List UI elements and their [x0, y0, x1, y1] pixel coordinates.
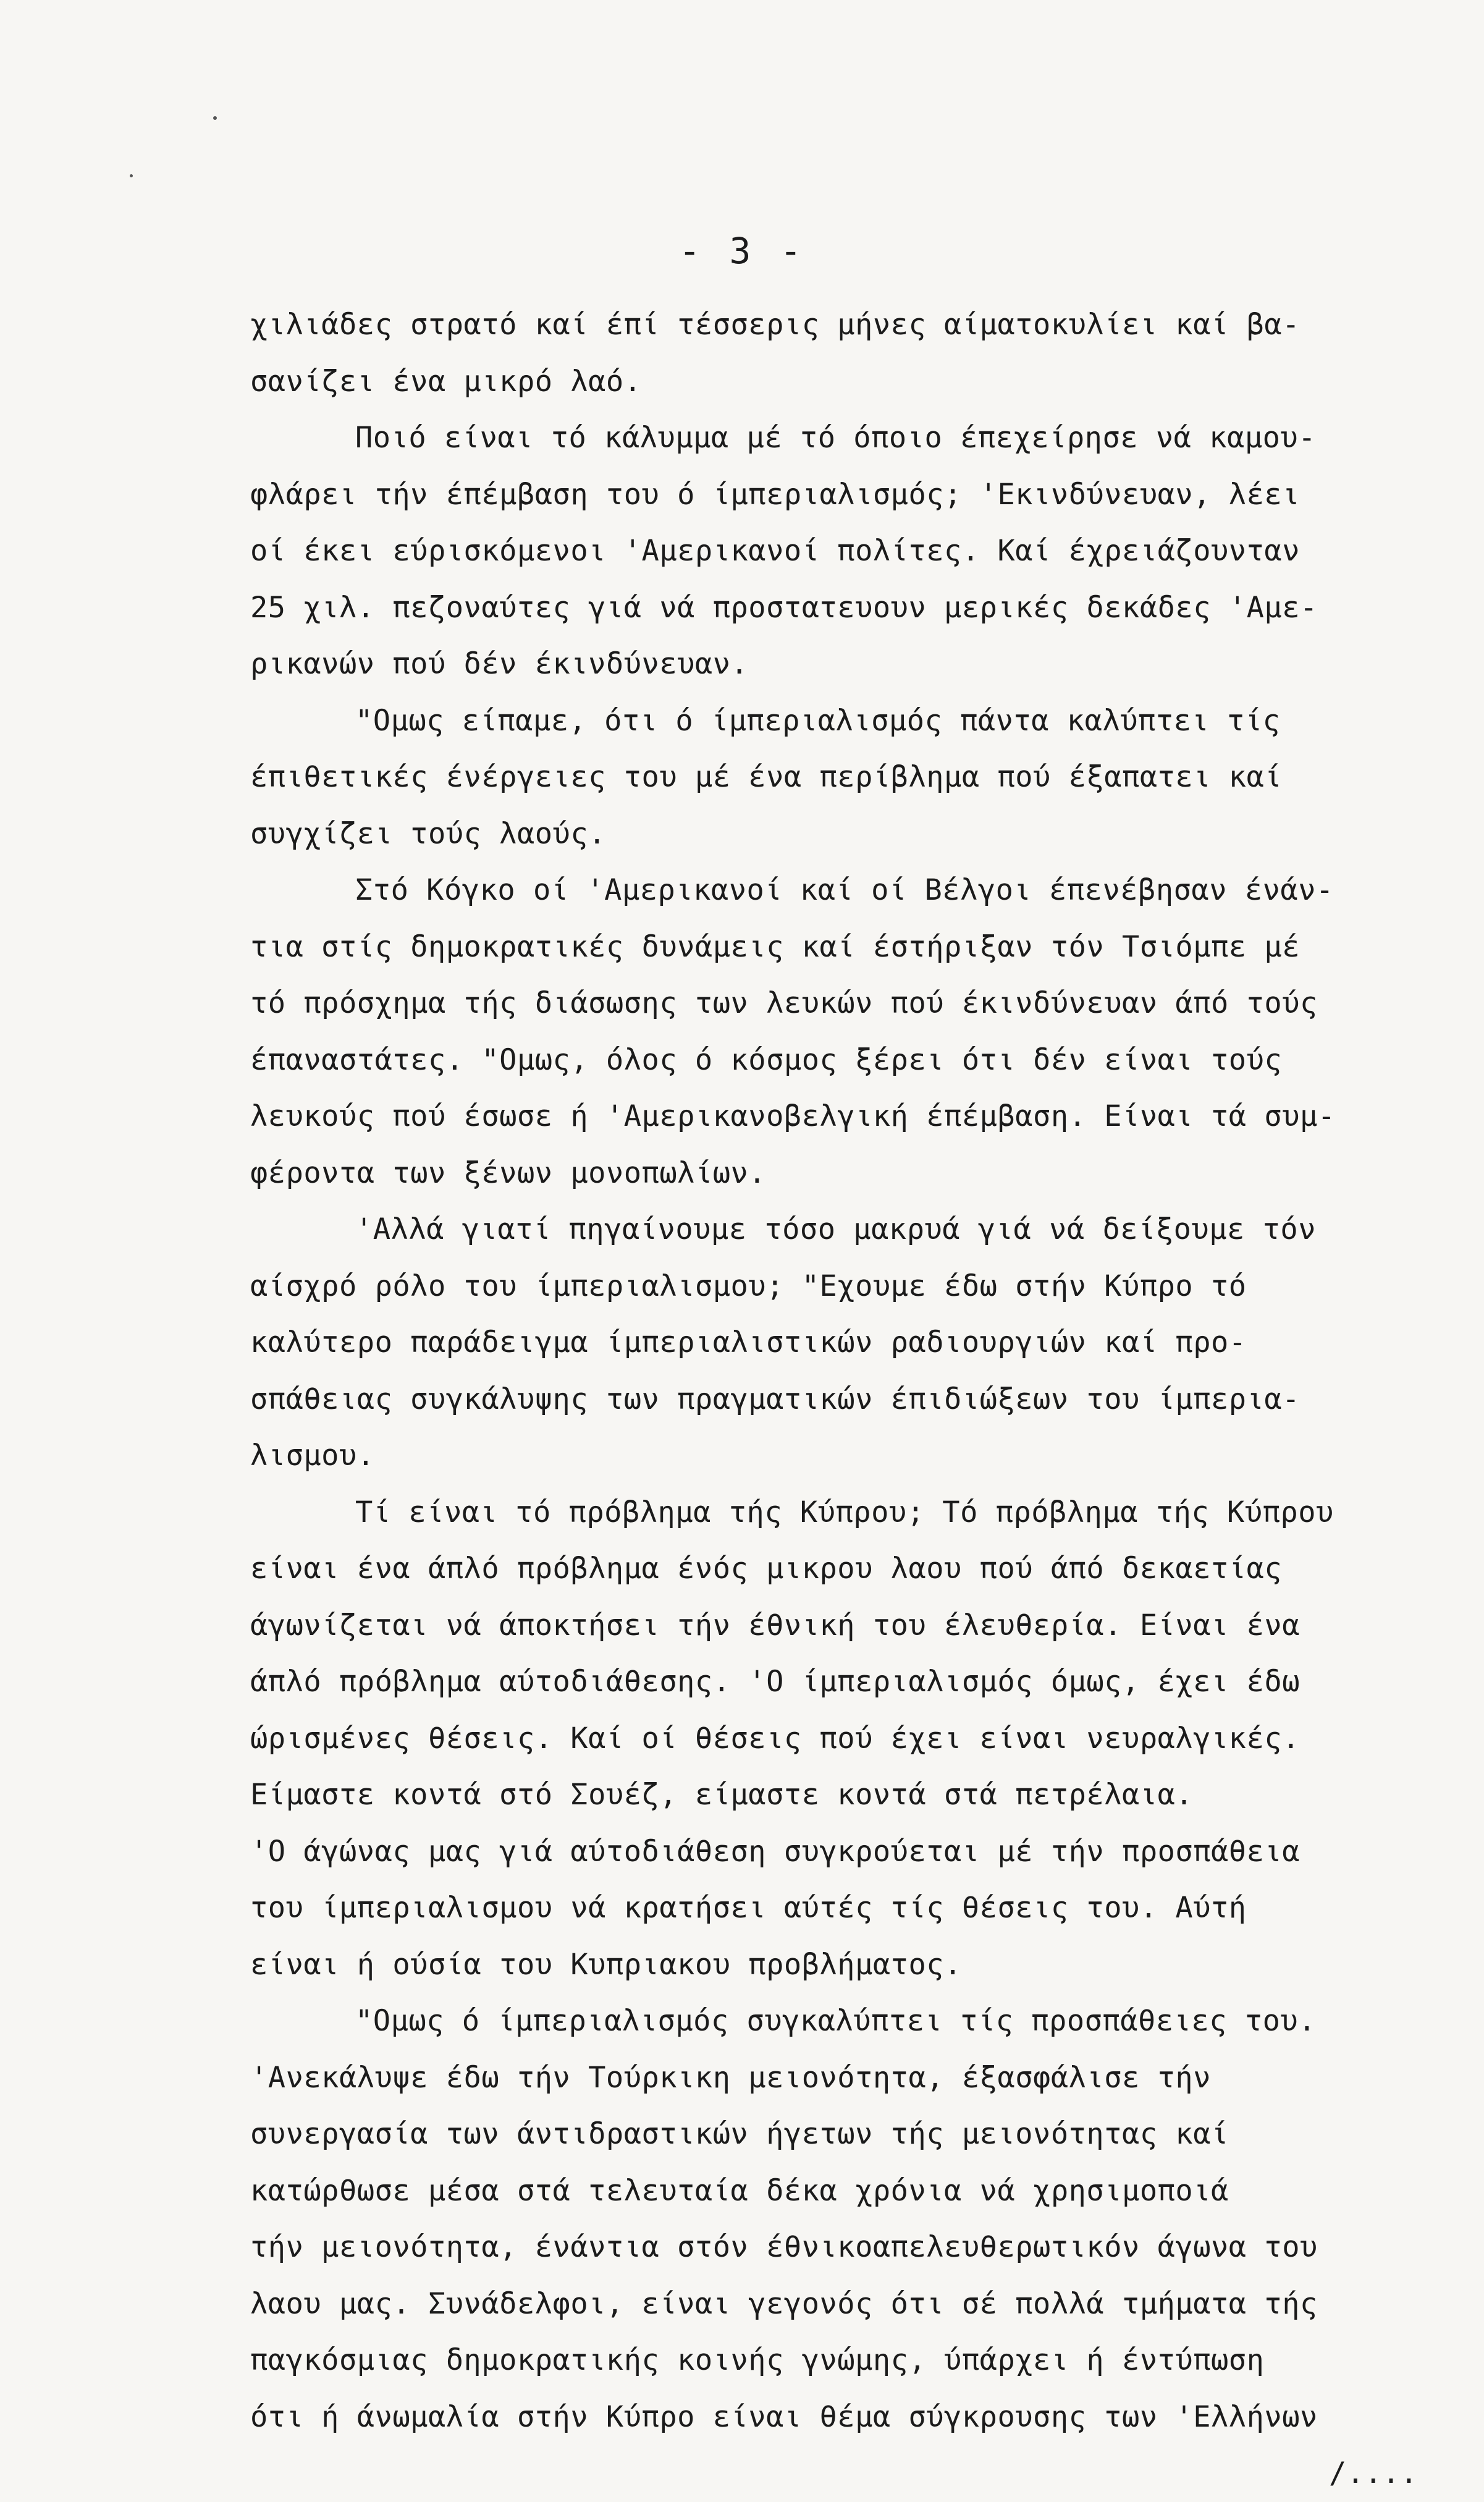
text-line: κατώρθωσε μέσα στά τελευταία δέκα χρόνια νά χρησιμοποιά — [250, 2173, 1229, 2208]
text-line: ώρισμένες θέσεις. Καί οί θέσεις πού έχει είναι νευραλγικές. — [250, 1721, 1300, 1756]
text-line: τια στίς δημοκρατικές δυνάμεις καί έστήριξαν τόν Τσιόμπε μέ — [250, 929, 1300, 964]
text-line: Τί είναι τό πρόβλημα τής Κύπρου; Τό πρόβλημα τής Κύπρου — [355, 1495, 1334, 1529]
text-line: 'Ο άγώνας μας γιά αύτοδιάθεση συγκρούεται μέ τήν προσπάθεια — [250, 1834, 1300, 1869]
text-line: 'Αλλά γιατί πηγαίνουμε τόσο μακρυά γιά νά δείξουμε τόν — [355, 1212, 1317, 1246]
text-line: τό πρόσχημα τής διάσωσης των λευκών πού έκινδύνευαν άπό τούς — [250, 986, 1318, 1020]
text-line: ρικανών πού δέν έκινδύνευαν. — [250, 647, 749, 681]
text-line: συνεργασία των άντιδραστικών ήγετων τής μειονότητας καί — [250, 2117, 1229, 2151]
text-line: καλύτερο παράδειγμα ίμπεριαλιστικών ραδιουργιών καί προ- — [250, 1325, 1247, 1359]
text-line: φλάρει τήν έπέμβαση του ό ίμπεριαλισμός; 'Εκινδύνευαν, λέει — [250, 477, 1300, 512]
text-line: άγωνίζεται νά άποκτήσει τήν έθνική του έλευθερία. Είναι ένα — [250, 1608, 1300, 1642]
text-line: "Ομως ό ίμπεριαλισμός συγκαλύπτει τίς προσπάθειες του. — [355, 2004, 1317, 2038]
text-line: αίσχρό ρόλο του ίμπεριαλισμου; "Εχουμε έδω στήν Κύπρο τό — [250, 1269, 1247, 1303]
text-line: σανίζει ένα μικρό λαό. — [250, 364, 642, 399]
text-line: έπιθετικές ένέργειες του μέ ένα περίβλημα πού έξαπατει καί — [250, 760, 1283, 794]
text-line: παγκόσμιας δημοκρατικής κοινής γνώμης, ύπάρχει ή έντύπωση — [250, 2343, 1265, 2377]
scan-speck — [213, 116, 217, 120]
text-line: λαου μας. Συνάδελφοι, είναι γεγονός ότι σέ πολλά τμήματα τής — [250, 2286, 1318, 2321]
text-line: συγχίζει τούς λαούς. — [250, 816, 606, 851]
scan-speck — [130, 174, 133, 177]
text-line: λευκούς πού έσωσε ή 'Αμερικανοβελγική έπέμβαση. Είναι τά συμ- — [250, 1099, 1336, 1133]
text-line: ότι ή άνωμαλία στήν Κύπρο είναι θέμα σύγκρουσης των 'Ελλήνων — [250, 2399, 1318, 2434]
text-line: 'Ανεκάλυψε έδω τήν Τούρκικη μειονότητα, έξασφάλισε τήν — [250, 2060, 1212, 2095]
text-line: οί έκει εύρισκόμενοι 'Αμερικανοί πολίτες. Καί έχρειάζουνταν — [250, 534, 1300, 568]
text-line: του ίμπεριαλισμου νά κρατήσει αύτές τίς θέσεις του. Αύτή — [250, 1891, 1247, 1925]
text-line: είναι ή ούσία του Κυπριακου προβλήματος. — [250, 1947, 962, 1982]
text-line: έπαναστάτες. "Ομως, όλος ό κόσμος ξέρει ότι δέν είναι τούς — [250, 1042, 1283, 1077]
text-line: λισμου. — [250, 1439, 375, 1473]
text-line: είναι ένα άπλό πρόβλημα ένός μικρου λαου πού άπό δεκαετίας — [250, 1552, 1283, 1586]
text-line: Είμαστε κοντά στό Σουέζ, είμαστε κοντά στά πετρέλαια. — [250, 1778, 1194, 1812]
text-line: Ποιό είναι τό κάλυμμα μέ τό όποιο έπεχείρησε νά καμου- — [355, 421, 1317, 455]
text-line: 25 χιλ. πεζοναύτες γιά νά προστατευουν μερικές δεκάδες 'Αμε- — [250, 590, 1318, 625]
text-line: σπάθειας συγκάλυψης των πραγματικών έπιδιώξεων του ίμπερια- — [250, 1382, 1300, 1416]
text-line: χιλιάδες στρατό καί έπί τέσσερις μήνες αίματοκυλίει καί βα- — [250, 308, 1300, 342]
text-line: φέροντα των ξένων μονοπωλίων. — [250, 1156, 767, 1190]
text-line: "Ομως είπαμε, ότι ό ίμπεριαλισμός πάντα καλύπτει τίς — [355, 703, 1281, 738]
page-number: - 3 - — [678, 230, 806, 272]
text-line: τήν μειονότητα, ένάντια στόν έθνικοαπελευθερωτικόν άγωνα του — [250, 2230, 1318, 2264]
document-body — [250, 297, 1443, 2502]
text-line: Στό Κόγκο οί 'Αμερικανοί καί οί Βέλγοι έπενέβησαν ένάν- — [355, 873, 1334, 907]
text-line: άπλό πρόβλημα αύτοδιάθεσης. 'Ο ίμπεριαλισμός όμως, έχει έδω — [250, 1665, 1300, 1699]
continuation-mark: /.... — [1329, 2456, 1418, 2490]
